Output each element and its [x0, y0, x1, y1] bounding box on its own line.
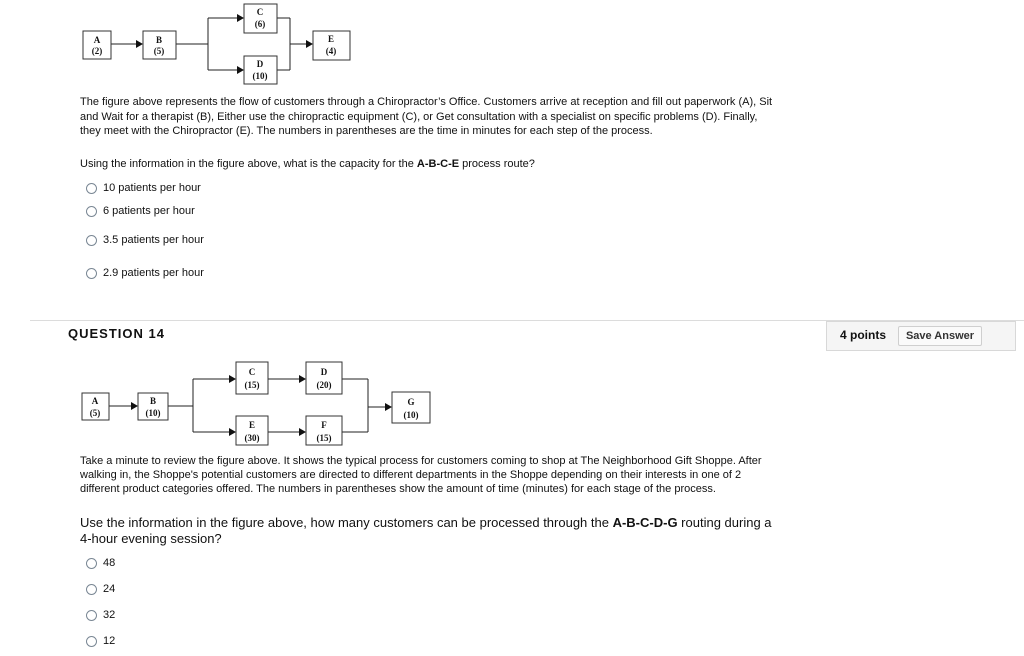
points-label: 4 points — [840, 328, 887, 342]
arrowhead-icon — [385, 403, 392, 411]
option-label: 2.9 patients per hour — [103, 267, 204, 279]
box-time: (5) — [153, 46, 165, 56]
option-label: 10 patients per hour — [103, 182, 201, 194]
prompt-text: Use the information in the figure above, how many customers can be processed through the — [80, 515, 613, 530]
answer-option-q14-4[interactable] — [86, 635, 115, 647]
question-14-header: QUESTION 14 — [68, 326, 165, 341]
box-letter: C — [256, 7, 264, 17]
answer-option-q14-2[interactable] — [86, 583, 115, 595]
radio-button[interactable] — [86, 558, 97, 569]
question-13-description: The figure above represents the flow of customers through a Chiropractor’s Office. Customers arrive at reception and fill out paperwork (A), Sit and Wait for a therapist (B), Either use the chiropractic equipment (C), or Get consultation with a specialist on specific problems (D). Finally, they meet with the Chiropractor (E). The numbers in parentheses are the time in minutes for each step of the process. — [80, 96, 773, 137]
prompt-text: Using the information in the figure above, what is the capacity for the — [80, 158, 417, 170]
box-time: (15) — [316, 433, 332, 443]
box-letter: E — [248, 420, 256, 430]
option-label: 3.5 patients per hour — [103, 234, 204, 246]
answer-option-q14-3[interactable] — [86, 609, 115, 621]
prompt-text: routing during a 4-hour evening session? — [80, 515, 772, 546]
option-label: 24 — [103, 583, 116, 595]
box-time: (4) — [325, 46, 337, 56]
box-letter: F — [321, 420, 327, 430]
arrowhead-icon — [299, 428, 306, 436]
box-letter: B — [155, 35, 163, 45]
box-time: (20) — [316, 380, 332, 390]
box-time: (2) — [91, 46, 103, 56]
box-letter: A — [93, 35, 101, 45]
box-letter: C — [248, 367, 256, 377]
radio-button[interactable] — [86, 636, 97, 647]
box-letter: G — [407, 397, 415, 407]
prompt-route: A-B-C-E — [416, 158, 460, 170]
box-time: (10) — [252, 71, 268, 81]
option-label: 12 — [103, 635, 116, 647]
box-letter: D — [256, 59, 264, 69]
question-14-description: Take a minute to review the figure above. It shows the typical process for customers coming to shop at The Neighborhood Gift Shoppe. After walking in, the Shoppe's potential customers are directed to different departments in the Shoppe depending on their interests in one of 2 different product categories offered. The numbers in parentheses show the amount of time (minutes) for each stage of the process. — [80, 455, 762, 495]
save-answer-button[interactable]: Save Answer — [898, 326, 982, 346]
box-time: (5) — [89, 408, 101, 418]
process-box-f — [306, 416, 342, 445]
prompt-route: A-B-C-D-G — [612, 515, 678, 530]
process-box-c — [236, 362, 268, 394]
process-box-b — [138, 393, 168, 420]
box-letter: A — [91, 396, 99, 406]
box-letter: E — [327, 34, 335, 44]
arrowhead-icon — [229, 375, 236, 383]
process-box-a — [82, 393, 109, 420]
prompt-text: process route? — [459, 158, 535, 170]
question-14-prompt — [80, 515, 780, 547]
option-label: 32 — [103, 609, 116, 621]
process-box-d — [306, 362, 342, 394]
box-letter: D — [320, 367, 328, 377]
arrowhead-icon — [131, 402, 138, 410]
box-time: (15) — [244, 380, 260, 390]
radio-button[interactable] — [86, 610, 97, 621]
box-letter: B — [149, 396, 157, 406]
option-label: 6 patients per hour — [103, 205, 195, 217]
arrowhead-icon — [229, 428, 236, 436]
option-label: 48 — [103, 557, 116, 569]
answer-option-q14-1[interactable] — [86, 557, 115, 569]
box-time: (10) — [145, 408, 161, 418]
box-time: (30) — [244, 433, 260, 443]
process-box-e — [236, 416, 268, 445]
arrowhead-icon — [299, 375, 306, 383]
radio-button[interactable] — [86, 584, 97, 595]
process-box-g — [392, 392, 430, 423]
box-time: (10) — [403, 410, 419, 420]
box-time: (6) — [254, 19, 266, 29]
